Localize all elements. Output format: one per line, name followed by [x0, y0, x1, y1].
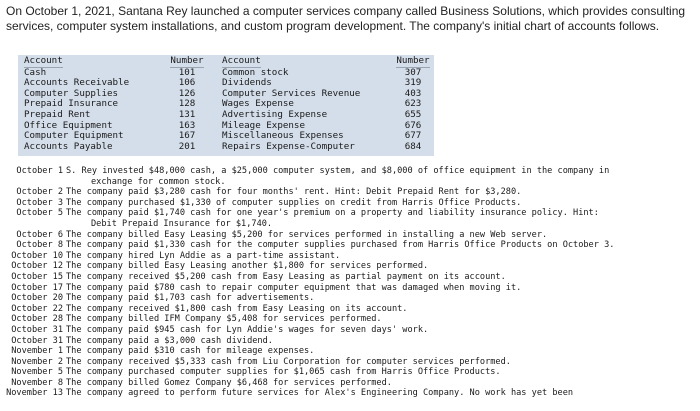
account-name: Accounts Payable	[24, 140, 113, 152]
account-number: 167	[178, 130, 196, 142]
account-name: Advertising Expense	[222, 108, 328, 120]
transaction-row	[0, 336, 700, 347]
account-number: 163	[178, 119, 196, 131]
transaction-row	[0, 314, 700, 325]
account-number: 201	[178, 140, 196, 152]
transaction-date: November 8	[11, 377, 63, 388]
transaction-date: October 8	[16, 240, 63, 251]
right-account-header: Account	[222, 55, 261, 66]
transaction-date: October 31	[11, 335, 63, 346]
account-number: 623	[404, 98, 422, 110]
transaction-description: The company purchased $1,330 of computer supplies on credit from Harris Office Products.	[66, 197, 522, 208]
transaction-row	[0, 346, 700, 357]
transaction-row	[0, 283, 700, 294]
transaction-description: The company received $5,333 cash from Liu Corporation for computer services performed.	[66, 356, 511, 367]
account-name: Mileage Expense	[222, 119, 305, 131]
transaction-description: The company billed Gomez Company $6,468 for services performed.	[66, 377, 392, 388]
transaction-row	[0, 378, 700, 389]
right-number-header: Number	[396, 55, 430, 66]
transaction-date: November 5	[11, 367, 63, 378]
left-account-column	[24, 56, 129, 152]
left-account-header: Account	[24, 55, 63, 66]
account-name: Computer Equipment	[24, 130, 124, 142]
transaction-row	[0, 208, 700, 219]
transaction-date: October 3	[16, 197, 63, 208]
account-name: Office Equipment	[24, 119, 113, 131]
transaction-row	[0, 388, 700, 399]
transaction-row	[0, 325, 700, 336]
transaction-date: October 20	[11, 293, 63, 304]
intro-paragraph: On October 1, 2021, Santana Rey launched a computer services company called Business Solutions, which provides consulting services, computer system installations, and custom program development. The company's initial chart of accounts follows.	[6, 4, 686, 33]
transaction-description: The company purchased computer supplies for $1,065 cash from Harris Office Products.	[66, 367, 501, 378]
account-number: 307	[404, 66, 422, 78]
transaction-row	[0, 230, 700, 241]
account-number: 403	[404, 87, 422, 99]
account-name: Prepaid Rent	[24, 108, 91, 120]
transaction-description: The company billed IFM Company $5,408 for services performed.	[66, 314, 382, 325]
account-name: Computer Supplies	[24, 87, 119, 99]
account-number: 677	[404, 130, 422, 142]
transaction-description: S. Rey invested $48,000 cash, a $25,000 computer system, and $8,000 of office equipment in the company in	[66, 166, 610, 176]
account-name: Accounts Receivable	[24, 77, 130, 89]
transaction-date: October 6	[16, 229, 63, 240]
account-name: Common stock	[222, 66, 289, 78]
transaction-description: The company received $1,800 cash from Easy Leasing on its account.	[66, 303, 408, 314]
transaction-description: The company paid $780 cash to repair computer equipment that was damaged when moving it.	[66, 282, 522, 293]
account-name: Cash	[24, 66, 47, 78]
transactions-list	[0, 166, 700, 399]
transaction-date: November 13	[6, 388, 63, 399]
transaction-description: The company received $5,200 cash from Easy Leasing as partial payment on its account.	[66, 271, 506, 282]
account-number: 684	[404, 140, 422, 152]
account-name: Dividends	[222, 77, 272, 89]
right-number-column	[394, 56, 432, 152]
transaction-description: The company billed Easy Leasing $5,200 for services performed in installing a new Web server.	[66, 229, 548, 240]
account-number: 655	[404, 108, 422, 120]
transaction-row	[0, 357, 700, 368]
transaction-description: The company paid $1,740 cash for one year's premium on a property and liability insurance policy. Hint:	[66, 208, 599, 219]
transaction-row	[0, 304, 700, 315]
account-number: 131	[178, 108, 196, 120]
account-name: Miscellaneous Expenses	[222, 130, 344, 142]
transaction-description: exchange for common stock.	[91, 176, 226, 187]
transaction-row	[0, 293, 700, 304]
left-number-header: Number	[170, 55, 204, 66]
account-number: 128	[178, 98, 196, 110]
transaction-description: The company paid $1,703 cash for advertisements.	[66, 293, 315, 304]
transaction-row	[0, 219, 700, 230]
transaction-description: Debit Prepaid Insurance for $1,740.	[91, 218, 273, 229]
account-name: Wages Expense	[222, 98, 294, 110]
transaction-date: October 1	[16, 166, 63, 176]
transaction-date: October 12	[11, 261, 63, 272]
chart-of-accounts-table	[18, 55, 434, 156]
account-number: 676	[404, 119, 422, 131]
transaction-row	[0, 251, 700, 262]
transaction-description: The company hired Lyn Addie as a part-time assistant.	[66, 250, 341, 261]
transaction-date: November 2	[11, 356, 63, 367]
transaction-date: October 5	[16, 208, 63, 219]
transaction-date: October 10	[11, 250, 63, 261]
account-number: 101	[178, 66, 196, 78]
transaction-date: October 22	[11, 303, 63, 314]
transaction-date: October 2	[16, 187, 63, 198]
account-name: Repairs Expense-Computer	[222, 140, 355, 152]
right-account-column	[222, 56, 360, 152]
transaction-row	[0, 187, 700, 198]
transaction-row	[0, 261, 700, 272]
transaction-date: October 17	[11, 282, 63, 293]
transaction-row	[0, 272, 700, 283]
account-number: 319	[404, 77, 422, 89]
transaction-row	[0, 198, 700, 209]
account-number: 106	[178, 77, 196, 89]
transaction-row	[0, 166, 700, 177]
transaction-date: October 28	[11, 314, 63, 325]
account-name: Computer Services Revenue	[222, 87, 361, 99]
transaction-date: October 15	[11, 271, 63, 282]
transaction-description: The company paid $3,280 cash for four months' rent. Hint: Debit Prepaid Rent for $3,280.	[66, 187, 522, 198]
account-number: 126	[178, 87, 196, 99]
transaction-description: The company paid a $3,000 cash dividend.	[66, 335, 273, 346]
transaction-row	[0, 240, 700, 251]
transaction-row	[0, 177, 700, 188]
left-number-column	[167, 56, 207, 152]
transaction-row	[0, 367, 700, 378]
transaction-description: The company paid $310 cash for mileage expenses.	[66, 346, 315, 357]
transaction-description: The company paid $1,330 cash for the computer supplies purchased from Harris Office Products on October 3.	[66, 240, 615, 251]
transaction-description: The company billed Easy Leasing another $1,800 for services performed.	[66, 261, 429, 272]
transaction-description: The company paid $945 cash for Lyn Addie's wages for seven days' work.	[66, 324, 429, 335]
account-name: Prepaid Insurance	[24, 98, 119, 110]
transaction-description: The company agreed to perform future services for Alex's Engineering Company. No work has yet been	[66, 388, 574, 399]
transaction-date: November 1	[11, 346, 63, 357]
transaction-date: October 31	[11, 324, 63, 335]
